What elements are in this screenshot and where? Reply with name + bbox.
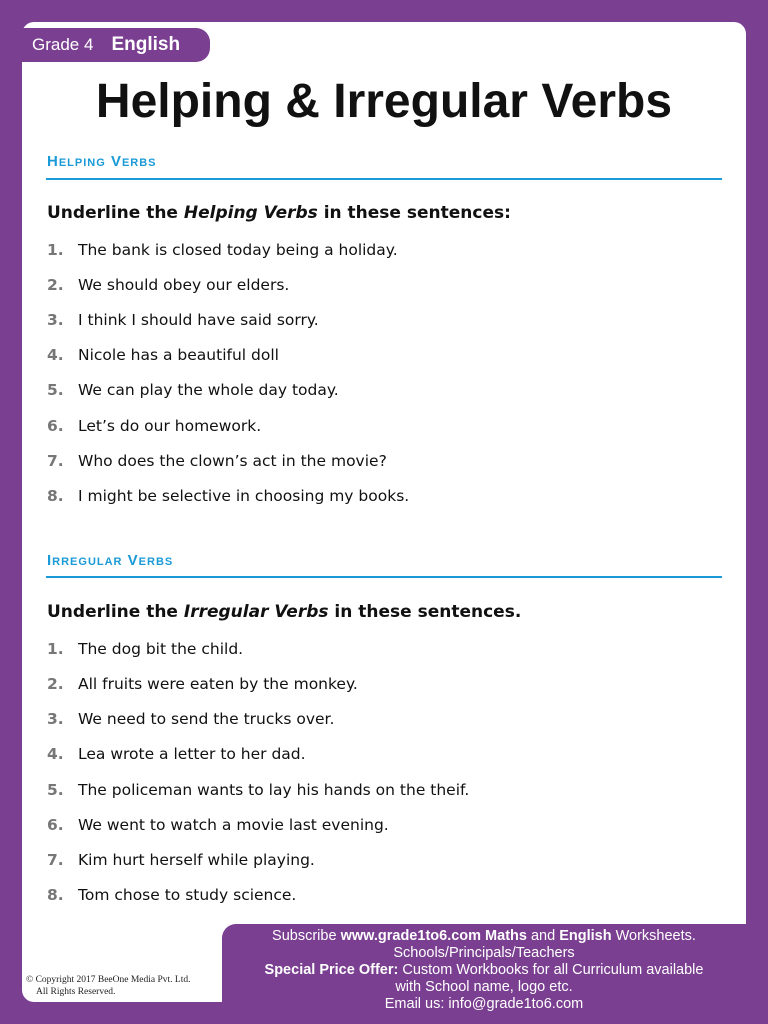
instruction-text: in these sentences: [317,203,511,223]
list-item [47,241,398,265]
sentence: Tom chose to study science. [78,886,297,904]
sentence: Let’s do our homework. [78,417,262,435]
grade-label: Grade 4 [32,35,94,54]
sentence: Nicole has a beautiful doll [78,346,279,364]
helping-verbs-instruction [47,203,511,223]
item-number: 5. [47,781,64,799]
item-number: 1. [47,241,64,259]
footer-text: and [526,928,560,944]
list-item [47,816,389,840]
sentence: The bank is closed today being a holiday. [78,241,398,259]
footer-text: Custom Workbooks for all Curriculum available [398,962,704,978]
item-number: 8. [47,886,64,904]
subject-label: English [111,34,181,55]
footer-text: Subscribe [272,928,341,944]
sentence: We need to send the trucks over. [78,710,335,728]
list-item [47,346,279,370]
item-number: 7. [47,452,64,470]
item-number: 5. [47,381,64,399]
list-item [47,675,358,699]
instruction-emphasis: Irregular Verbs [183,602,329,622]
list-item [47,781,469,805]
footer-email-line[interactable]: Email us: info@grade1to6.com [384,996,584,1012]
sentence: We went to watch a movie last evening. [78,816,389,834]
sentence: Who does the clown’s act in the movie? [78,452,387,470]
copyright-line: © Copyright 2017 BeeOne Media Pvt. Ltd. [26,975,191,985]
item-number: 1. [47,640,64,658]
promo-footer [222,924,746,1020]
list-item [47,851,315,875]
sentence: We can play the whole day today. [78,381,339,399]
irregular-verbs-instruction [47,602,521,622]
list-item [47,487,409,511]
footer-text: Worksheets. [611,928,696,944]
item-number: 2. [47,276,64,294]
instruction-text: Underline the [47,602,184,622]
grade-subject-tag [22,28,210,62]
list-item [47,276,289,300]
instruction-emphasis: Helping Verbs [183,203,318,223]
website-link[interactable]: www.grade1to6.com Maths [340,928,527,944]
list-item [47,311,319,335]
list-item [47,381,339,405]
footer-subscribe-line [222,928,746,945]
sentence: We should obey our elders. [78,276,290,294]
list-item [47,710,334,734]
item-number: 8. [47,487,64,505]
helping-verbs-divider [46,178,722,180]
item-number: 3. [47,311,64,329]
list-item [47,452,387,476]
footer-audience-line: Schools/Principals/Teachers [393,945,575,961]
footer-custom-line: with School name, logo etc. [395,979,573,995]
rights-line: All Rights Reserved. [36,987,116,997]
item-number: 7. [47,851,64,869]
instruction-text: Underline the [47,203,184,223]
offer-label: Special Price Offer: [264,962,399,978]
sentence: All fruits were eaten by the monkey. [78,675,358,693]
list-item [47,745,306,769]
sentence: The policeman wants to lay his hands on the theif. [78,781,470,799]
sentence: Lea wrote a letter to her dad. [78,745,306,763]
sentence: Kim hurt herself while playing. [78,851,315,869]
irregular-verbs-heading: Irregular Verbs [47,552,174,569]
item-number: 3. [47,710,64,728]
item-number: 6. [47,417,64,435]
list-item [47,886,296,910]
irregular-verbs-divider [46,576,722,578]
sentence: The dog bit the child. [78,640,244,658]
list-item [47,417,261,441]
list-item [47,640,243,664]
item-number: 4. [47,745,64,763]
page-title: Helping & Irregular Verbs [95,75,673,128]
instruction-text: in these sentences. [328,602,522,622]
sentence: I think I should have said sorry. [78,311,319,329]
item-number: 2. [47,675,64,693]
copyright-notice [26,974,190,998]
footer-text: English [559,928,612,944]
sentence: I might be selective in choosing my books. [78,487,410,505]
footer-offer-line [222,962,746,979]
item-number: 6. [47,816,64,834]
item-number: 4. [47,346,64,364]
helping-verbs-heading: Helping Verbs [47,153,157,170]
